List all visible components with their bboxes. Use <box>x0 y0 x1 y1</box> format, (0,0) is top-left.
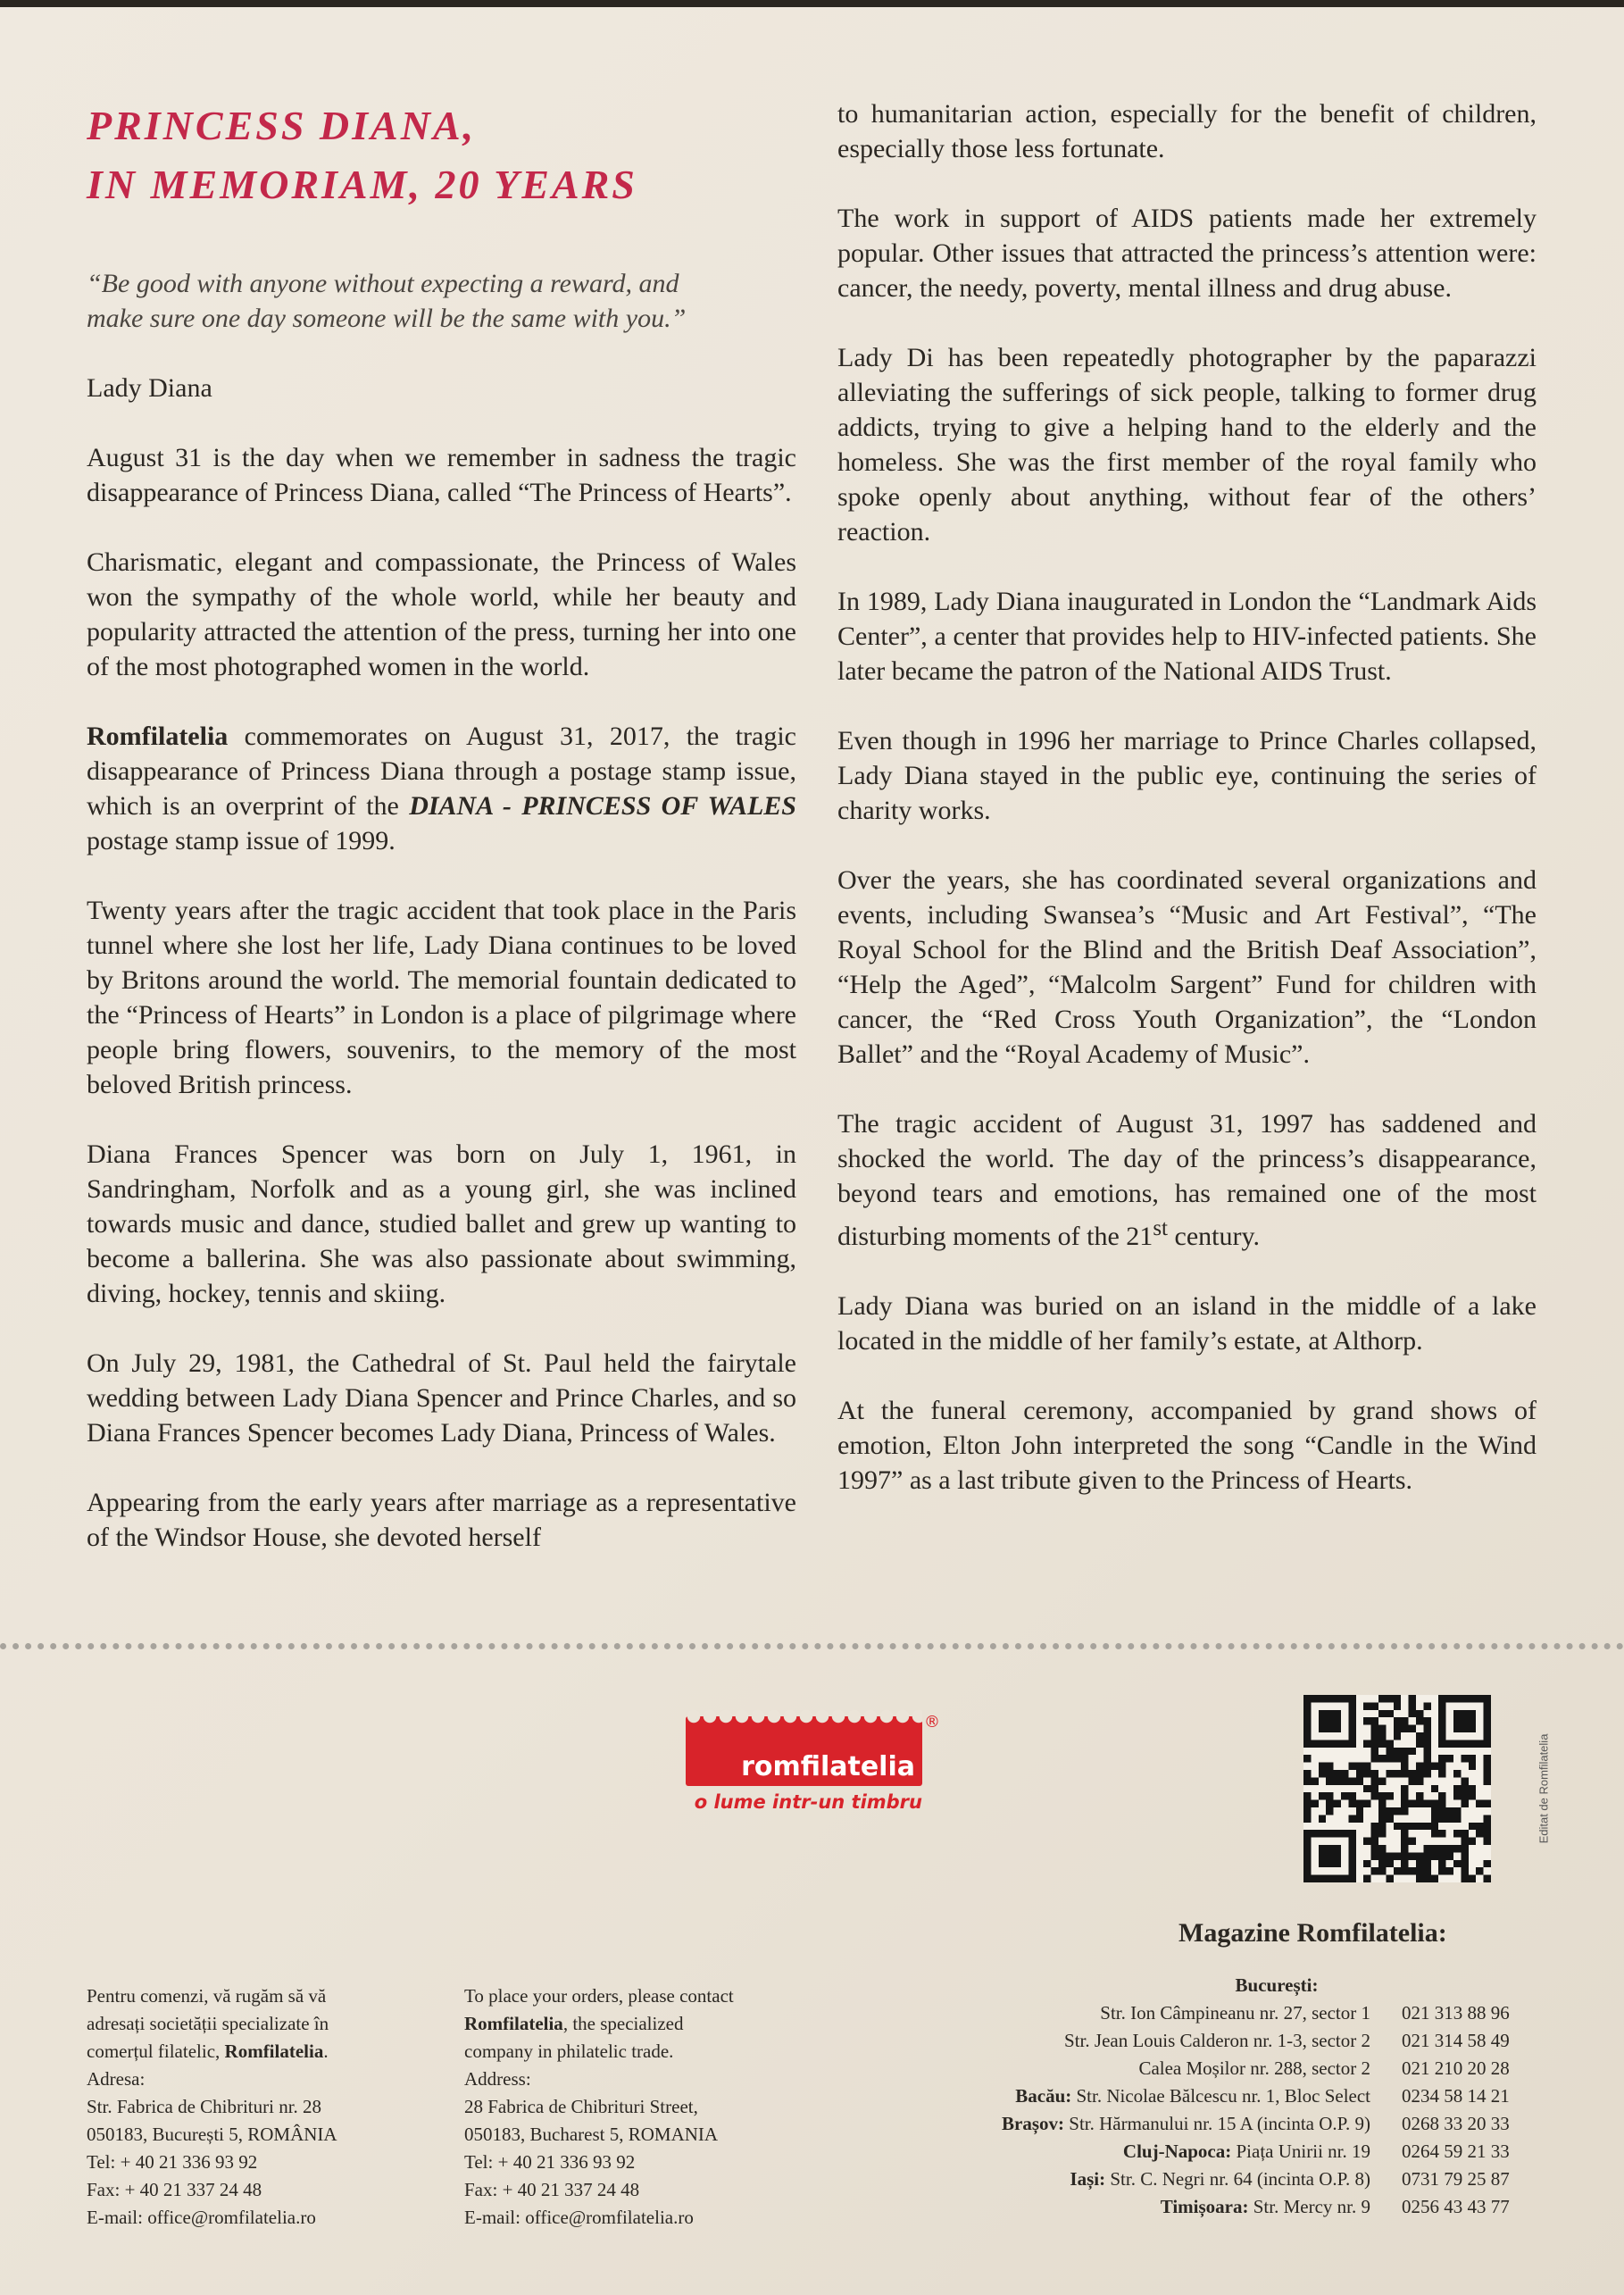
store-address: Str. Ion Câmpineanu nr. 27, sector 1 <box>1100 2002 1370 2024</box>
logo-tagline: o lume intr-un timbru <box>694 1791 922 1813</box>
store-row <box>884 2055 1545 2082</box>
store-city: Timișoara: <box>1160 2196 1253 2217</box>
store-row <box>884 2166 1545 2193</box>
store-address: Calea Moșilor nr. 288, sector 2 <box>1138 2057 1370 2079</box>
store-phone: 0731 79 25 87 <box>1402 2168 1510 2190</box>
quote-line-1: “Be good with anyone without expecting a reward, and <box>87 269 679 298</box>
logo-name: romfilatelia <box>741 1751 915 1782</box>
romfilatelia-logo <box>686 1713 940 1813</box>
registered-mark: ® <box>924 1713 940 1732</box>
store-city: Bacău: <box>1015 2085 1077 2107</box>
store-city: Brașov: <box>1002 2113 1070 2134</box>
store-row <box>884 2027 1545 2055</box>
store-row <box>884 2110 1545 2138</box>
store-address: Timișoara: Str. Mercy nr. 9 <box>1160 2196 1370 2217</box>
store-phone: 0268 33 20 33 <box>1402 2113 1510 2134</box>
paragraph: to humanitarian action, especially for the benefit of children, especially those less fortunate. <box>837 99 1537 163</box>
store-address: Bacău: Str. Nicolae Bălcescu nr. 1, Bloc Select <box>1015 2085 1370 2107</box>
title-line-1: PRINCESS DIANA, <box>87 103 477 148</box>
store-phone: 0264 59 21 33 <box>1402 2141 1510 2162</box>
brand-name: Romfilatelia <box>87 722 229 751</box>
paragraph: The work in support of AIDS patients made her extremely popular. Other issues that attracted the princess’s attention were: cancer, the needy, poverty, mental illness and drug abuse. <box>837 204 1537 303</box>
paragraph: At the funeral ceremony, accompanied by grand shows of emotion, Elton John interpreted the song “Candle in the Wind 1997” as a last tribute given to the Princess of Hearts. <box>837 1396 1537 1495</box>
paragraph: Lady Diana was buried on an island in the middle of a lake located in the middle of her family’s estate, at Althorp. <box>837 1291 1537 1356</box>
store-phone: 021 314 58 49 <box>1402 2030 1510 2051</box>
stamp-issue-name: DIANA - PRINCESS OF WALES <box>409 791 796 821</box>
fax: Fax: + 40 21 337 24 48 <box>87 2179 262 2200</box>
paragraph: Appearing from the early years after marriage as a representative of the Windsor House, she devoted herself <box>87 1488 796 1552</box>
paragraph: Charismatic, elegant and compassionate, the Princess of Wales won the sympathy of the whole world, while her beauty and popularity attracted the attention of the press, turning her into one of the most photographed women in the world. <box>87 547 796 681</box>
editor-credit: Editat de Romfilatelia <box>1537 1733 1551 1844</box>
phone: Tel: + 40 21 336 93 92 <box>464 2151 636 2173</box>
store-row <box>884 2082 1545 2110</box>
page-title <box>87 96 796 214</box>
quote-line-2: make sure one day someone will be the same with you.” <box>87 304 687 333</box>
store-row <box>884 2193 1545 2221</box>
brochure-page <box>0 7 1624 2295</box>
phone: Tel: + 40 21 336 93 92 <box>87 2151 258 2173</box>
store-phone: 021 210 20 28 <box>1402 2057 1510 2079</box>
paragraph-accident: The tragic accident of August 31, 1997 has saddened and shocked the world. The day of the princess’s disappearance, beyond tears and emotions, has remained one of the most disturbing moments of the 21st century. <box>837 1109 1537 1251</box>
title-line-2: IN MEMORIAM, 20 YEARS <box>87 162 637 207</box>
paragraph: Lady Di has been repeatedly photographer by the paparazzi alleviating the sufferings of sick people, talking to former drug addicts, trying to give a helping hand to the elderly and the homeless. She was the first member of the royal family who spoke openly about anything, without fear of the others’ reaction. <box>837 343 1537 547</box>
store-city: Iași: <box>1070 2168 1111 2190</box>
store-address: Str. Jean Louis Calderon nr. 1-3, sector 2 <box>1064 2030 1370 2051</box>
paragraph: In 1989, Lady Diana inaugurated in London the “Landmark Aids Center”, a center that provides help to HIV-infected patients. She later became the patron of the National AIDS Trust. <box>837 587 1537 686</box>
paragraph: August 31 is the day when we remember in sadness the tragic disappearance of Princess Diana, called “The Princess of Hearts”. <box>87 443 796 507</box>
qr-code-icon <box>1303 1695 1491 1882</box>
paragraph: Even though in 1996 her marriage to Prince Charles collapsed, Lady Diana stayed in the public eye, continuing the series of charity works. <box>837 726 1537 825</box>
store-city: Cluj-Napoca: <box>1122 2141 1237 2162</box>
stamp-logo-icon <box>686 1713 940 1786</box>
store-phone: 021 313 88 96 <box>1402 2002 1510 2024</box>
stores-title: Magazine Romfilatelia: <box>1178 1918 1447 1948</box>
paragraph-overprint: Romfilatelia commemorates on August 31, 2017, the tragic disappearance of Princess Diana through a postage stamp issue, which is an overprint of the DIANA - PRINCESS OF WALES postage stamp issue of 1999. <box>87 722 796 855</box>
store-phone: 0256 43 43 77 <box>1402 2196 1510 2217</box>
fax: Fax: + 40 21 337 24 48 <box>464 2179 640 2200</box>
quote-author: Lady Diana <box>87 373 212 403</box>
quote <box>87 266 796 336</box>
store-address: Iași: Str. C. Negri nr. 64 (incinta O.P. 8) <box>1070 2168 1370 2190</box>
city-header: București: <box>1235 1974 1319 1996</box>
paragraph: On July 29, 1981, the Cathedral of St. Paul held the fairytale wedding between Lady Diana Spencer and Prince Charles, and so Diana Frances Spencer becomes Lady Diana, Princess of Wales. <box>87 1348 796 1448</box>
paragraph: Diana Frances Spencer was born on July 1, 1961, in Sandringham, Norfolk and as a young girl, she was inclined towards music and dance, studied ballet and grew up wanting to become a ballerina. She was also passionate about swimming, diving, hockey, tennis and skiing. <box>87 1139 796 1308</box>
contact-romanian: Pentru comenzi, vă rugăm să vă adresați societății specializate în comerțul filatelic, Romfilatelia. Adresa: Str. Fabrica de Chibrituri nr. 28 050183, București 5, ROMÂNIA Tel: + 40 21 336 93 92 Fax: + 40 21 337 24 48 E-mail: office@romfilatelia.ro <box>87 1982 426 2232</box>
dotted-divider <box>0 1643 1624 1649</box>
paragraph: Twenty years after the tragic accident that took place in the Paris tunnel where she lost her life, Lady Diana continues to be loved by Britons around the world. The memorial fountain dedicated to the “Princess of Hearts” in London is a place of pilgrimage where people bring flowers, souvenirs, to the memory of the most beloved British princess. <box>87 896 796 1099</box>
store-address: Brașov: Str. Hărmanului nr. 15 A (incinta O.P. 9) <box>1002 2113 1370 2134</box>
email: E-mail: office@romfilatelia.ro <box>464 2207 694 2228</box>
store-phone: 0234 58 14 21 <box>1402 2085 1510 2107</box>
store-row <box>884 1999 1545 2027</box>
store-row <box>884 2138 1545 2166</box>
store-address: Cluj-Napoca: Piața Unirii nr. 19 <box>1122 2141 1370 2162</box>
stores-list <box>884 1972 1545 2221</box>
left-column <box>87 96 796 1590</box>
contact-english: To place your orders, please contact Romfilatelia, the specialized company in philatelic trade. Address: 28 Fabrica de Chibrituri Street, 050183, Bucharest 5, ROMANIA Tel: + 40 21 336 93 92 Fax: + 40 21 337 24 48 E-mail: office@romfilatelia.ro <box>464 1982 821 2232</box>
paragraph: Over the years, she has coordinated several organizations and events, including Swansea’s “Music and Art Festival”, “The Royal School for the Blind and the British Deaf Association”, “Help the Aged”, “Malcolm Sargent” Fund for children with cancer, the “Red Cross Youth Organization”, the “London Ballet” and the “Royal Academy of Music”. <box>837 865 1537 1069</box>
right-column <box>837 96 1537 1532</box>
email: E-mail: office@romfilatelia.ro <box>87 2207 316 2228</box>
